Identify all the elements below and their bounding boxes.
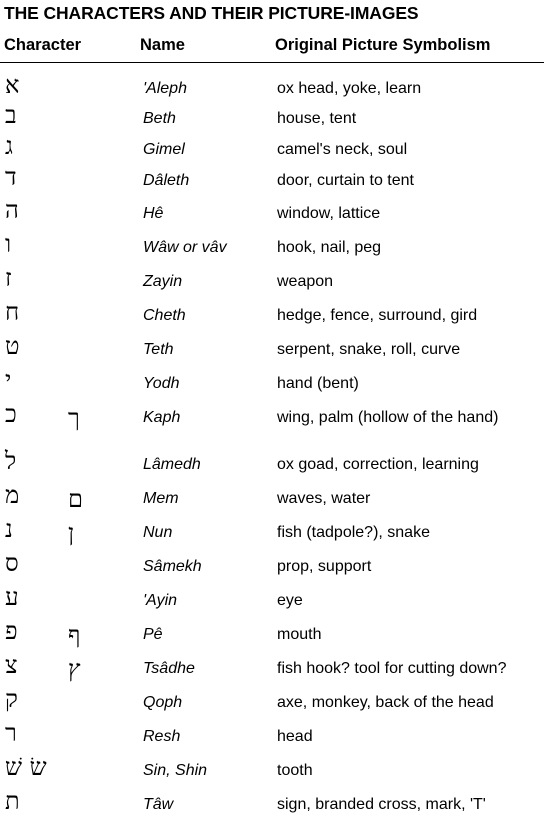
picture-symbolism: sign, branded cross, mark, 'T' [277,796,486,813]
hebrew-character: שׂ שׁ [5,753,47,781]
hebrew-character: ת [5,787,20,815]
hebrew-character: כ [5,400,17,428]
character-name: Kaph [143,409,181,426]
picture-symbolism: ox goad, correction, learning [277,456,479,473]
table-row [0,549,553,582]
table-row [0,787,553,820]
hebrew-character: מ [5,481,20,509]
character-name: Hê [143,205,164,222]
character-name: Zayin [143,273,183,290]
hebrew-character: א [5,71,20,99]
table-row [0,230,553,263]
character-name: Lâmedh [143,456,201,473]
character-name: Cheth [143,307,186,324]
hebrew-final-form: ך [68,404,80,432]
page-title: THE CHARACTERS AND THEIR PICTURE-IMAGES [4,3,419,23]
hebrew-final-form: ף [68,621,81,649]
column-header-name: Name [140,36,185,54]
hebrew-character: ג [5,132,13,160]
character-name: Mem [143,490,179,507]
hebrew-character: ע [5,583,19,611]
picture-symbolism: wing, palm (hollow of the hand) [277,409,499,426]
table-row [0,685,553,718]
picture-symbolism: eye [277,592,303,609]
table-row [0,481,553,514]
table-row [0,753,553,786]
picture-symbolism: axe, monkey, back of the head [277,694,494,711]
column-header-character: Character [4,36,82,54]
picture-symbolism: house, tent [277,110,357,127]
table-row [0,583,553,616]
hebrew-character: ד [5,163,17,191]
character-name: Sâmekh [143,558,202,575]
table-row [0,447,553,480]
picture-symbolism: mouth [277,626,322,643]
character-name: Wâw or vâv [143,239,227,256]
picture-symbolism: ox head, yoke, learn [277,80,422,97]
hebrew-character: ט [5,332,20,360]
character-name: Tâw [143,796,174,813]
hebrew-character: י [5,366,12,394]
hebrew-character: ב [5,101,17,129]
character-name: Sin, Shin [143,762,208,779]
picture-symbolism: window, lattice [277,205,381,222]
picture-symbolism: hedge, fence, surround, gird [277,307,478,324]
character-name: Pê [143,626,163,643]
table-row [0,71,553,104]
picture-symbolism: camel's neck, soul [277,141,408,158]
column-header-symbolism: Original Picture Symbolism [275,36,491,54]
character-name: Beth [143,110,176,127]
hebrew-final-form: ם [68,485,83,513]
hebrew-final-form: ן [68,519,75,547]
character-name: 'Ayin [143,592,178,609]
table-row [0,264,553,297]
hebrew-character: צ [5,651,18,679]
hebrew-character: ז [5,264,12,292]
picture-symbolism: waves, water [277,490,371,507]
table-row [0,196,553,229]
hebrew-character: ר [5,719,17,747]
picture-symbolism: fish (tadpole?), snake [277,524,430,541]
hebrew-character: ח [5,298,20,326]
picture-symbolism: weapon [277,273,334,290]
hebrew-character: ל [5,447,17,475]
hebrew-character: נ [5,515,13,543]
table-row [0,101,553,134]
character-name: Qoph [143,694,183,711]
table-row [0,298,553,331]
table-row [0,332,553,365]
table-row [0,719,553,752]
character-name: Dâleth [143,172,190,189]
hebrew-character: פ [5,617,18,645]
character-name: 'Aleph [143,80,187,97]
table-row [0,515,553,548]
character-name: Teth [143,341,174,358]
picture-symbolism: tooth [277,762,313,779]
picture-symbolism: head [277,728,313,745]
table-row [0,132,553,165]
picture-symbolism: fish hook? tool for cutting down? [277,660,507,677]
table-row [0,400,553,433]
picture-symbolism: hand (bent) [277,375,359,392]
hebrew-character: ס [5,549,19,577]
picture-symbolism: hook, nail, peg [277,239,382,256]
character-name: Tsâdhe [143,660,195,677]
picture-symbolism: door, curtain to tent [277,172,414,189]
character-name: Gimel [143,141,185,158]
picture-symbolism: prop, support [277,558,372,575]
picture-symbolism: serpent, snake, roll, curve [277,341,461,358]
hebrew-character: ק [5,685,18,713]
hebrew-final-form: ץ [68,655,81,683]
hebrew-character: ו [5,230,12,258]
table-row [0,163,553,196]
character-name: Yodh [143,375,180,392]
table-row [0,617,553,650]
table-row [0,366,553,399]
hebrew-character: ה [5,196,19,224]
character-name: Resh [143,728,181,745]
character-name: Nun [143,524,173,541]
table-row [0,651,553,684]
